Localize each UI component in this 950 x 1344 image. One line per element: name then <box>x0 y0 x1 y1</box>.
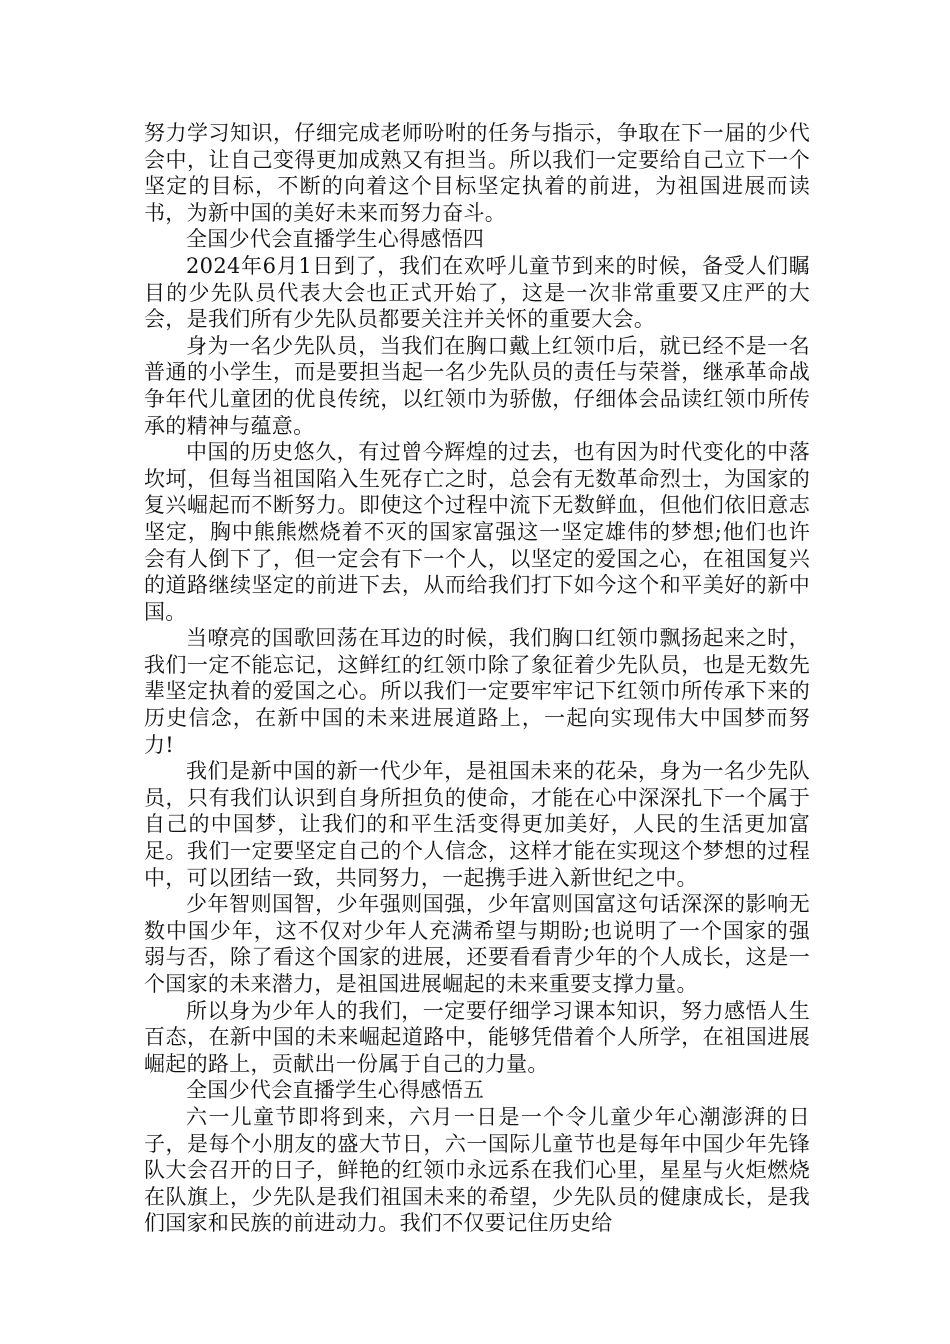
paragraph: 当嘹亮的国歌回荡在耳边的时候，我们胸口红领巾飘扬起来之时，我们一定不能忘记，这鲜红的红领巾除了象征着少先队员，也是无数先辈坚定执着的爱国之心。所以我们一定要牢牢记下红领巾所传承下来的历史信念，在新中国的未来进展道路上，一起向实现伟大中国梦而努力! <box>144 626 810 757</box>
paragraph: 我们是新中国的新一代少年，是祖国未来的花朵，身为一名少先队员，只有我们认识到自身所担负的使命，才能在心中深深扎下一个属于自己的中国梦，让我们的和平生活变得更加美好，人民的生活更加富足。我们一定要坚定自己的个人信念，这样才能在实现这个梦想的过程中，可以团结一致，共同努力，一起携手进入新世纪之中。 <box>144 759 810 890</box>
paragraph: 六一儿童节即将到来，六月一日是一个令儿童少年心潮澎湃的日子，是每个小朋友的盛大节日，六一国际儿童节也是每年中国少年先锋队大会召开的日子，鲜艳的红领巾永远系在我们心里，星星与火炬燃烧在队旗上，少先队是我们祖国未来的希望，少先队员的健康成长，是我们国家和民族的前进动力。我们不仅要记住历史给 <box>144 1104 810 1236</box>
section-heading-five: 全国少代会直播学生心得感悟五 <box>186 1078 485 1103</box>
paragraph: 少年智则国智，少年强则国强，少年富则国富这句话深深的影响无数中国少年，这不仅对少年人充满希望与期盼;也说明了一个国家的强弱与否，除了看这个国家的进展，还要看看青少年的个人成长，这是一个国家的未来潜力，是祖国进展崛起的未来重要支撑力量。 <box>144 892 810 996</box>
document-page <box>144 120 810 1237</box>
paragraph: 中国的历史悠久，有过曾今辉煌的过去，也有因为时代变化的中落坎坷，但每当祖国陷入生死存亡之时，总会有无数革命烈士，为国家的复兴崛起而不断努力。即使这个过程中流下无数鲜血，但他们依旧意志坚定，胸中熊熊燃烧着不灭的国家富强这一坚定雄伟的梦想;他们也许会有人倒下了，但一定会有下一个人，以坚定的爱国之心，在祖国复兴的道路继续坚定的前进下去，从而给我们打下如今这个和平美好的新中国。 <box>144 440 810 624</box>
paragraph: 身为一名少先队员，当我们在胸口戴上红领巾后，就已经不是一名普通的小学生，而是要担当起一名少先队员的责任与荣誉，继承革命战争年代儿童团的优良传统，以红领巾为骄傲，仔细体会品读红领巾所传承的精神与蕴意。 <box>144 333 810 438</box>
paragraph-continued: 努力学习知识，仔细完成老师吩咐的任务与指示，争取在下一届的少代会中，让自己变得更加成熟又有担当。所以我们一定要给自己立下一个坚定的目标，不断的向着这个目标坚定执着的前进，为祖国进展而读书，为新中国的美好未来而努力奋斗。 <box>144 121 810 225</box>
paragraph: 所以身为少年人的我们，一定要仔细学习课本知识，努力感悟人生百态，在新中国的未来崛起道路中，能够凭借着个人所学，在祖国进展崛起的路上，贡献出一份属于自己的力量。 <box>144 998 810 1076</box>
section-heading-four: 全国少代会直播学生心得感悟四 <box>186 227 485 252</box>
paragraph: 2024年6月1日到了，我们在欢呼儿童节到来的时候，备受人们瞩目的少先队员代表大会也正式开始了，这是一次非常重要又庄严的大会，是我们所有少先队员都要关注并关怀的重要大会。 <box>144 253 810 332</box>
